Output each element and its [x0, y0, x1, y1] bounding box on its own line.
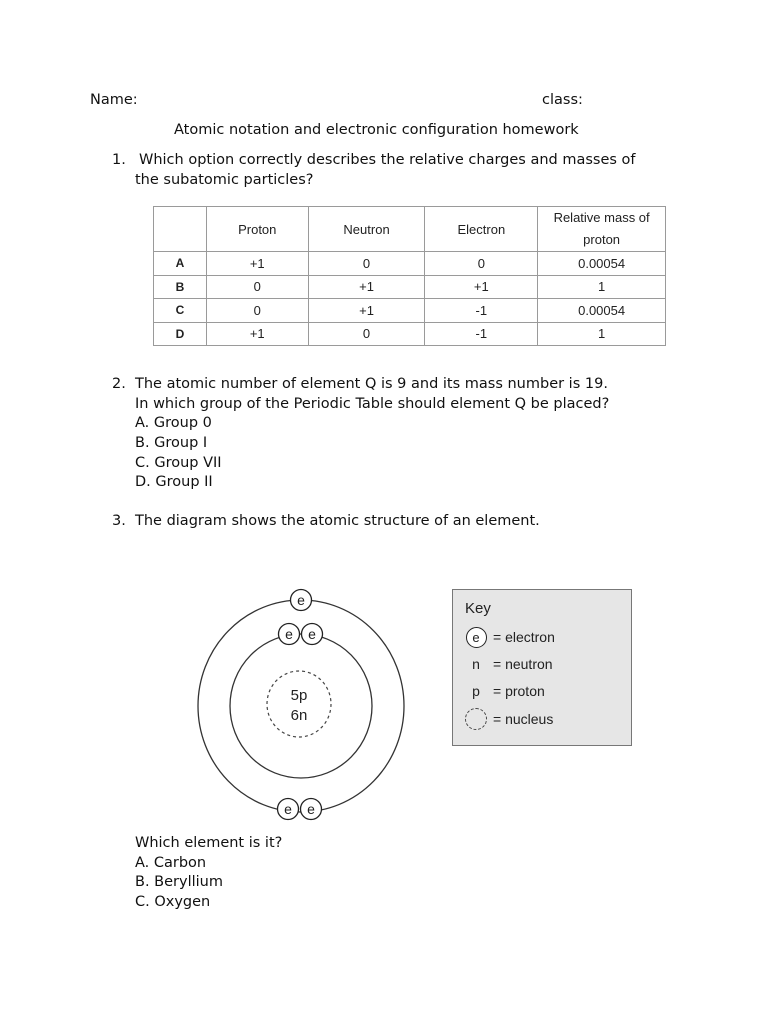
table-cell: 1	[538, 275, 666, 299]
question-2-option: C. Group VII	[135, 455, 222, 471]
table-cell: A	[154, 252, 207, 276]
table-header-relative-mass-line2: proton	[583, 232, 621, 247]
question-1-number: 1.	[112, 152, 126, 168]
question-3-option: B. Beryllium	[135, 874, 223, 890]
electron-label: e	[285, 626, 293, 642]
question-1-text-line1: Which option correctly describes the relative charges and masses of	[139, 152, 636, 168]
question-2-option: D. Group II	[135, 474, 213, 490]
table-header-cell	[154, 207, 207, 252]
table-header-relative-mass	[538, 207, 666, 252]
key-row-proton	[461, 679, 545, 703]
question-2-number: 2.	[112, 376, 126, 392]
particles-table	[153, 206, 666, 346]
question-1-text-line2: the subatomic particles?	[135, 172, 314, 188]
table-cell: +1	[425, 275, 538, 299]
proton-symbol: p	[472, 683, 480, 699]
key-row-neutron	[461, 652, 553, 676]
table-cell: 0	[308, 252, 425, 276]
diagram-key	[452, 589, 632, 746]
question-3-option: C. Oxygen	[135, 894, 211, 910]
question-3-option: A. Carbon	[135, 855, 207, 871]
table-cell: 0	[206, 275, 308, 299]
table-cell: +1	[308, 299, 425, 323]
table-cell: 1	[538, 322, 666, 346]
question-2-text-line2: In which group of the Periodic Table should element Q be placed?	[135, 396, 610, 412]
electron-icon	[278, 799, 299, 820]
question-3-number: 3.	[112, 513, 126, 529]
table-header-neutron: Neutron	[308, 207, 425, 252]
inner-electron-shell	[230, 634, 372, 778]
name-label: Name:	[90, 92, 138, 108]
table-header-relative-mass-line1: Relative mass of	[553, 210, 650, 225]
electron-icon: e	[466, 627, 487, 648]
table-header-proton: Proton	[206, 207, 308, 252]
table-cell: +1	[308, 275, 425, 299]
table-row	[154, 299, 666, 323]
electron-label: e	[297, 592, 305, 608]
key-nucleus-label: = nucleus	[493, 711, 554, 727]
table-header-electron: Electron	[425, 207, 538, 252]
electron-label: e	[307, 801, 315, 817]
key-title: Key	[465, 600, 491, 617]
key-proton-label: = proton	[493, 683, 545, 699]
nucleus-icon	[465, 708, 487, 730]
table-cell: -1	[425, 322, 538, 346]
question-3-prompt: Which element is it?	[135, 835, 283, 851]
table-cell: 0.00054	[538, 252, 666, 276]
electron-icon	[279, 624, 300, 645]
electron-icon	[301, 799, 322, 820]
table-cell: +1	[206, 322, 308, 346]
table-cell: 0	[425, 252, 538, 276]
table-row	[154, 275, 666, 299]
electron-icon	[291, 590, 312, 611]
question-3-text: The diagram shows the atomic structure of an element.	[135, 513, 540, 529]
question-2-text-line1: The atomic number of element Q is 9 and its mass number is 19.	[135, 376, 608, 392]
table-cell: 0.00054	[538, 299, 666, 323]
page-title: Atomic notation and electronic configuration homework	[174, 122, 579, 138]
table-header-row	[154, 207, 666, 252]
table-cell: B	[154, 275, 207, 299]
nucleus-neutrons: 6n	[290, 707, 308, 724]
table-cell: D	[154, 322, 207, 346]
electron-label: e	[284, 801, 292, 817]
table-row	[154, 322, 666, 346]
table-row	[154, 252, 666, 276]
nucleus-protons: 5p	[290, 687, 308, 704]
question-2-option: B. Group I	[135, 435, 208, 451]
table-cell: +1	[206, 252, 308, 276]
electron-icon	[302, 624, 323, 645]
table-cell: C	[154, 299, 207, 323]
nucleus-icon	[267, 671, 331, 737]
key-neutron-label: = neutron	[493, 656, 553, 672]
question-2-option: A. Group 0	[135, 415, 212, 431]
outer-electron-shell	[198, 600, 404, 812]
class-label: class:	[542, 92, 583, 108]
atom-diagram	[190, 582, 415, 832]
key-row-nucleus	[461, 707, 553, 731]
key-electron-label: = electron	[493, 629, 555, 645]
table-cell: 0	[206, 299, 308, 323]
neutron-symbol: n	[472, 656, 480, 672]
table-cell: 0	[308, 322, 425, 346]
table-cell: -1	[425, 299, 538, 323]
key-row-electron	[461, 625, 555, 649]
electron-label: e	[308, 626, 316, 642]
